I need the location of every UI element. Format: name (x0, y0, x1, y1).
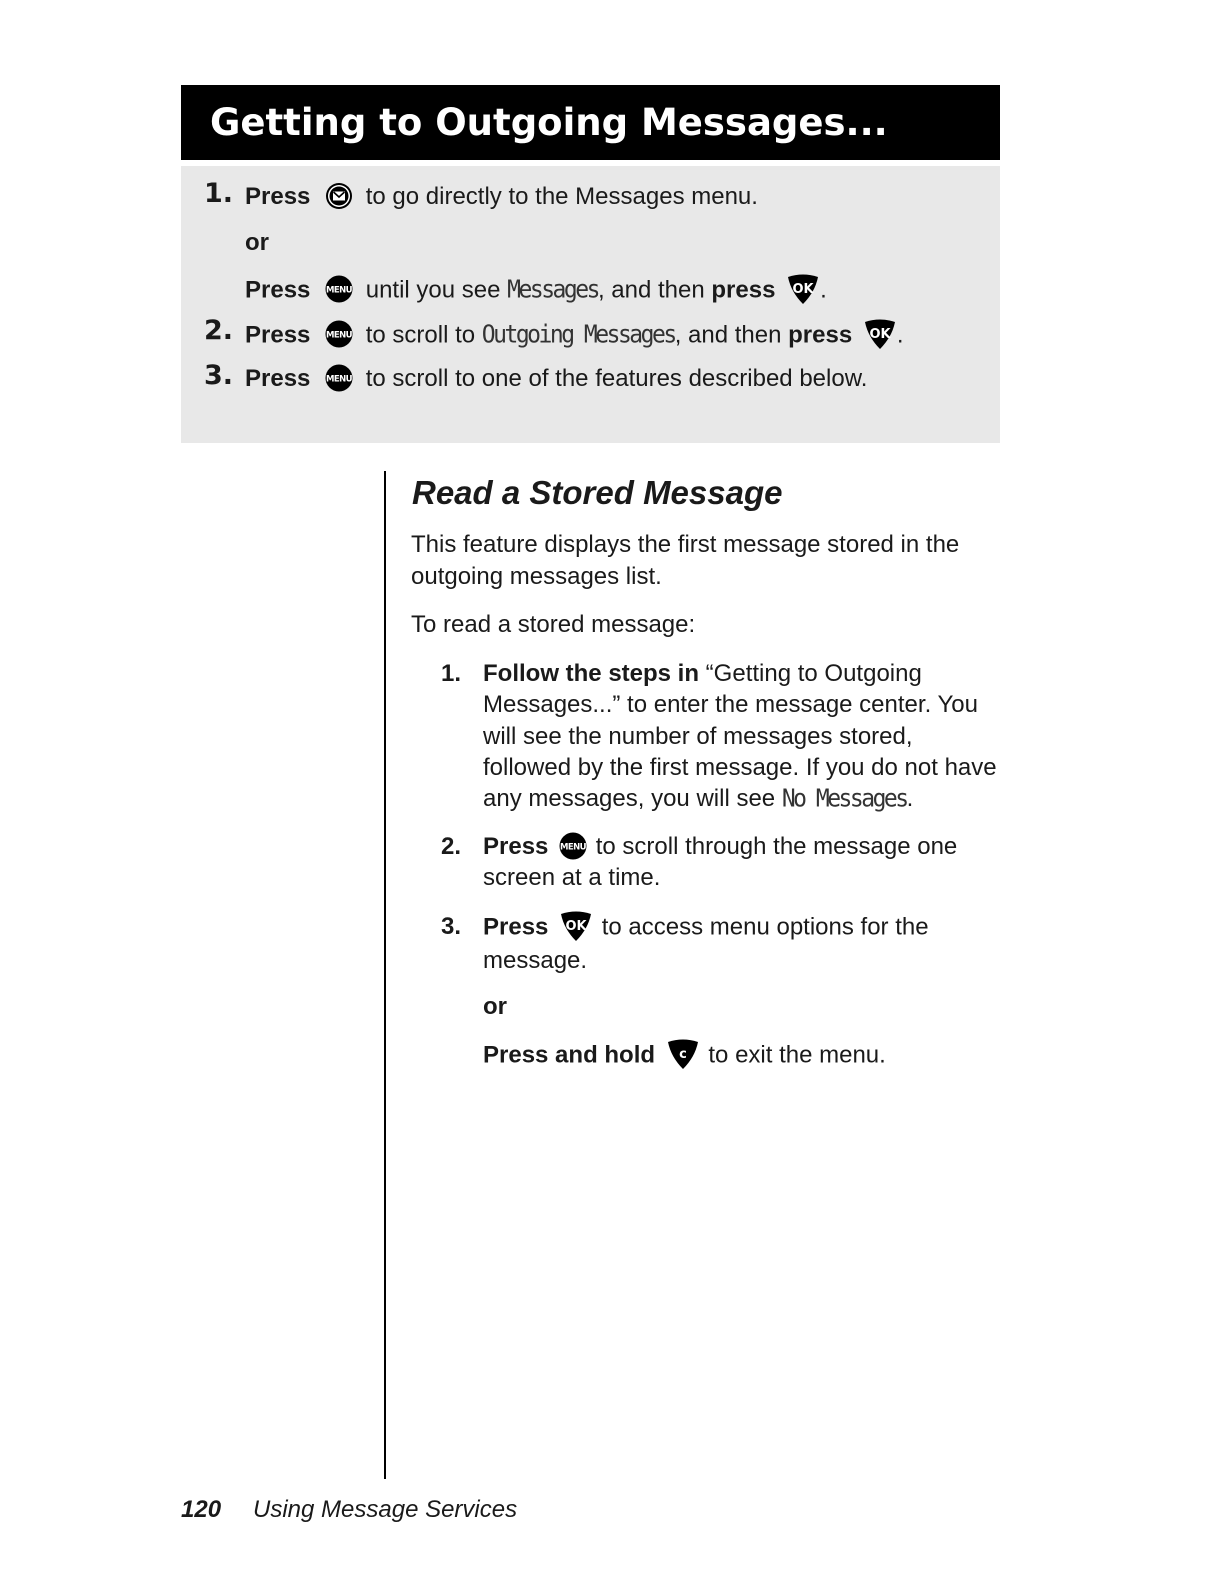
substep-3-bold: Press (483, 913, 549, 941)
step-3-number: 3. (204, 360, 234, 391)
substep-3-or: or (483, 993, 507, 1020)
step-1-text: to go directly to the Messages menu. (365, 183, 758, 210)
step-1-alt-text: until you see (365, 276, 501, 304)
press-label: Press (245, 183, 311, 210)
footer-section-name: Using Message Services (253, 1496, 518, 1523)
substep-3-alt-bold: Press and hold (483, 1041, 656, 1069)
substep-3-alt (483, 1039, 1003, 1073)
substep-1-body: “Getting to Outgoing Messages...” to enter the message center. You will see the number of messages stored, followed by the first message. If you do not have any messages, you will see (483, 660, 997, 813)
press-label: Press (245, 276, 311, 304)
menu-key-icon (325, 364, 353, 392)
substep-2-number: 2. (441, 833, 462, 860)
getting-to-outgoing-box (181, 166, 1000, 443)
step-2-text-2: , and then (674, 321, 782, 349)
step-1-alt-text-2: , and then (597, 276, 705, 304)
substep-1-text (483, 658, 1003, 815)
step-3-text: to scroll to one of the features described below. (365, 365, 868, 392)
display-text-no-messages: No Messages (781, 785, 907, 814)
section-lead: To read a stored message: (411, 611, 696, 638)
press-label: Press (245, 365, 311, 392)
substep-1-number: 1. (441, 660, 462, 687)
substep-1-end: . (906, 785, 914, 813)
section-banner (181, 85, 1000, 160)
substep-2-body: to scroll through the message one screen at a time. (483, 833, 958, 892)
step-1-line (245, 183, 758, 212)
page-number: 120 (181, 1496, 222, 1523)
section-title: Read a Stored Message (412, 474, 783, 511)
step-3-line (245, 365, 867, 394)
section-intro: This feature displays the first message stored in the outgoing messages list. (411, 531, 960, 590)
ok-key-icon (863, 317, 897, 351)
substep-3-body: to access menu options for the message. (483, 913, 929, 974)
menu-key-icon (559, 832, 587, 860)
substep-3-text (483, 911, 1003, 976)
step-2-number: 2. (204, 315, 234, 346)
margin-rule (384, 471, 386, 1479)
display-text-messages: Messages (507, 276, 598, 305)
menu-key-icon (325, 320, 353, 348)
step-2-line (245, 319, 904, 353)
substep-3-number: 3. (441, 913, 462, 940)
step-1-alt-line (245, 274, 827, 308)
substep-1-bold: Follow the steps in (483, 660, 700, 687)
display-text-outgoing-messages: Outgoing Messages (481, 321, 675, 350)
press-label: press (788, 321, 853, 349)
step-1-number: 1. (204, 178, 234, 209)
substep-2-bold: Press (483, 833, 549, 860)
ok-key-icon (559, 909, 593, 943)
step-2-end: . (896, 321, 904, 349)
ok-key-icon (786, 272, 820, 306)
menu-key-icon (325, 275, 353, 303)
substep-3-alt-body: to exit the menu. (701, 1041, 886, 1069)
substep-2-text (483, 831, 1003, 894)
press-label: press (711, 276, 776, 304)
message-key-icon (325, 182, 353, 210)
press-label: Press (245, 321, 311, 349)
banner-title: Getting to Outgoing Messages... (210, 101, 888, 144)
step-1-end: . (820, 276, 827, 304)
clear-key-icon (666, 1037, 700, 1071)
step-2-text: to scroll to (365, 321, 476, 349)
or-label: or (245, 229, 269, 256)
